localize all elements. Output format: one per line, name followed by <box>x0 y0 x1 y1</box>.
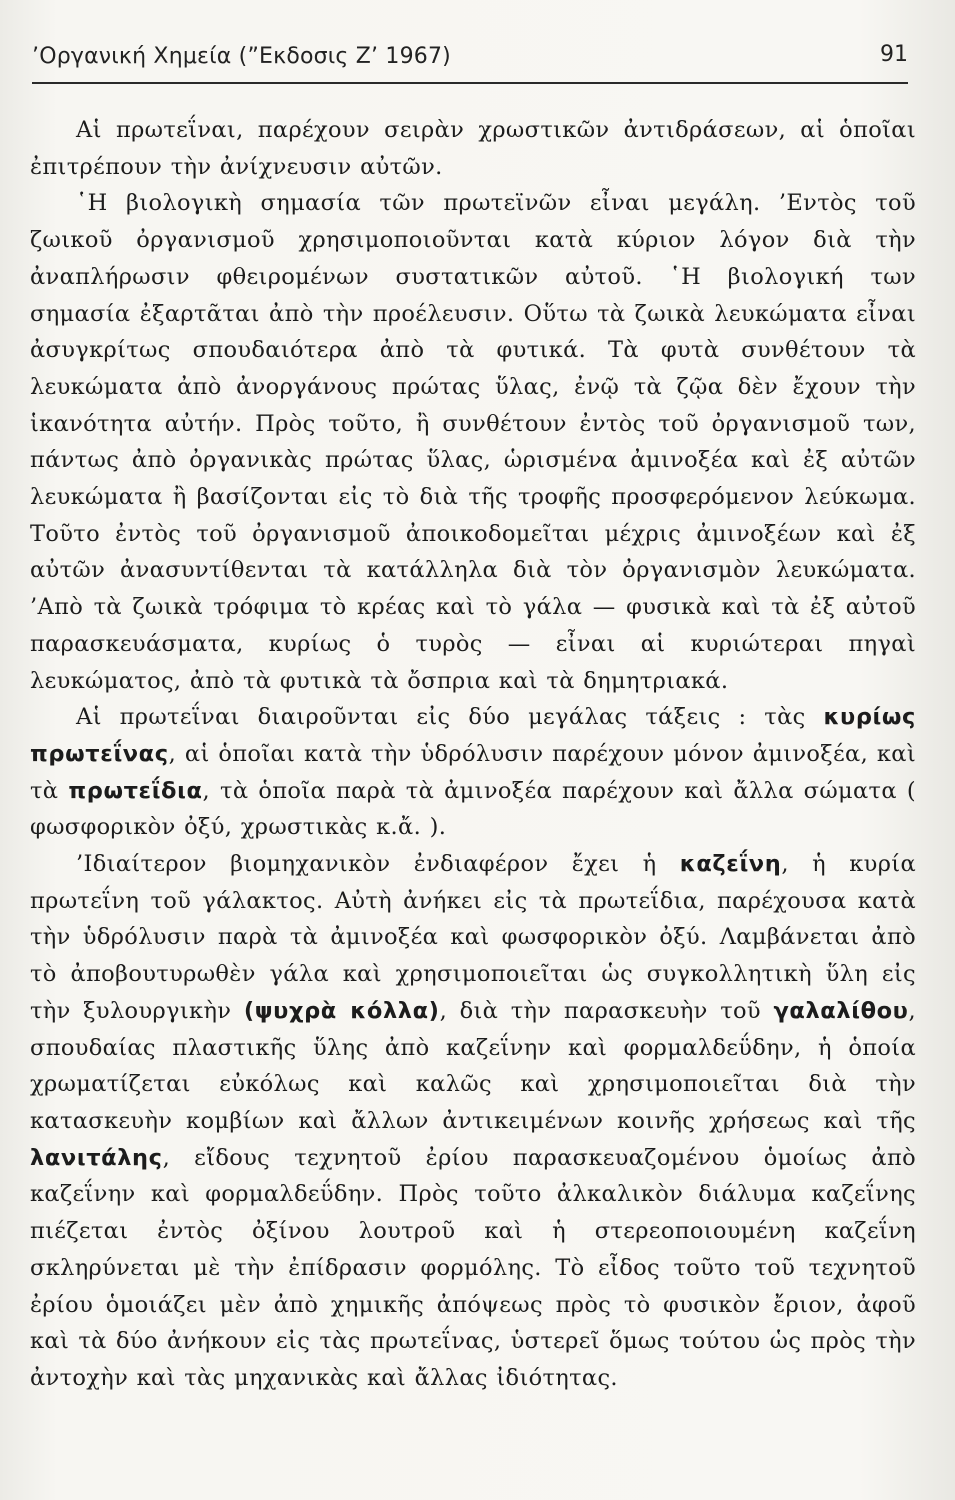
text-run: ’Ιδιαίτερον βιομηχανικὸν ἐνδιαφέρον ἔχει ἡ <box>76 851 680 878</box>
text-run: Αἱ πρωτεΐναι διαιροῦνται εἰς δύο μεγάλας τάξεις : τὰς <box>76 704 824 731</box>
body-text <box>30 112 916 1397</box>
bold-term: γαλαλίθου <box>773 997 909 1024</box>
text-run: , αἱ ὁποῖαι κατὰ τὴν ὑδρόλυσιν παρέχουν μόνον ἀμινοξέα, καὶ τὰ <box>30 740 916 804</box>
bold-term: πρωτεΐδια <box>68 777 203 804</box>
running-header <box>32 40 912 76</box>
paragraph <box>30 699 916 846</box>
header-title: ’Οργανική Χημεία (”Εκδοσις Ζ’ 1967) <box>32 44 451 69</box>
text-run: ῾Η βιολογικὴ σημασία τῶν πρωτεϊνῶν εἶναι μεγάλη. ’Εντὸς τοῦ ζωικοῦ ὀργανισμοῦ χρησιμοποιοῦνται κατὰ κύριον λόγον διὰ τὴν ἀναπλήρωσιν φθειρομένων συστατικῶν αὐτοῦ. ῾Η βιολογική των σημασία ἐξαρτᾶται ἀπὸ τὴν προέλευσιν. Οὕτω τὰ ζωικὰ λευκώματα εἶναι ἀσυγκρίτως σπουδαιότερα ἀπὸ τὰ φυτικά. Τὰ φυτὰ συνθέτουν τὰ λευκώματα ἀπὸ ἀνοργάνους πρώτας ὕλας, ἐνῷ τὰ ζῷα δὲν ἔχουν τὴν ἱκανότητα αὐτήν. Πρὸς τοῦτο, ἢ συνθέτουν ἐντὸς τοῦ ὀργανισμοῦ των, πάντως ἀπὸ ὀργανικὰς πρώτας ὕλας, ὡρισμένα ἀμινοξέα καὶ ἐξ αὐτῶν λευκώματα ἢ βασίζονται εἰς τὸ διὰ τῆς τροφῆς προσφερόμενον λεύκωμα. Τοῦτο ἐντὸς τοῦ ὀργανισμοῦ ἀποικοδομεῖται μέχρις ἀμινοξέων καὶ ἐξ αὐτῶν ἀνασυντίθενται τὰ κατάλληλα διὰ τὸν ὀργανισμὸν λευκώματα. ’Απὸ τὰ ζωικὰ τρόφιμα τὸ κρέας καὶ τὸ γάλα — φυσικὰ καὶ τὰ ἐξ αὐτοῦ παρασκευάσματα, κυρίως ὁ τυρὸς — εἶναι αἱ κυριώτεραι πηγαὶ λευκώματος, ἀπὸ τὰ φυτικὰ τὰ ὄσπρια καὶ τὰ δημητριακά. <box>30 190 916 694</box>
bold-term: κυρίως πρωτεΐνας <box>30 704 916 767</box>
paragraph <box>30 185 916 699</box>
text-run: Αἱ πρωτεΐναι, παρέχουν σειρὰν χρωστικῶν ἀντιδράσεων, αἱ ὁποῖαι ἐπιτρέπουν τὴν ἀνίχνευσιν αὐτῶν. <box>30 117 916 180</box>
text-run: , εἴδους τεχνητοῦ ἐρίου παρασκευαζομένου ὁμοίως ἀπὸ καζεΐνην καὶ φορμαλδεΰδην. Πρὸς τοῦτο ἀλκαλικὸν διάλυμα καζεΐνης πιέζεται ἐντὸς ὀξίνου λουτροῦ καὶ ἡ στερεοποιουμένη καζεΐνη σκληρύνεται μὲ τὴν ἐπίδρασιν φορμόλης. Τὸ εἶδος τοῦτο τοῦ τεχνητοῦ ἐρίου ὁμοιάζει μὲν ἀπὸ χημικῆς ἀπόψεως πρὸς τὸ φυσικὸν ἔριον, ἀφοῦ καὶ τὰ δύο ἀνήκουν εἰς τὰς πρωτεΐνας, ὑστερεῖ ὅμως τούτου ὡς πρὸς τὴν ἀντοχὴν καὶ τὰς μηχανικὰς καὶ ἄλλας ἰδιότητας. <box>30 1144 916 1391</box>
page-number: 91 <box>880 42 908 67</box>
text-run: , διὰ τὴν παρασκευὴν τοῦ <box>439 997 774 1024</box>
bold-term: καζεΐνη <box>679 851 782 878</box>
paragraph <box>30 846 916 1397</box>
bold-term: λανιτάλης <box>30 1144 163 1171</box>
header-rule <box>32 82 908 84</box>
paragraph <box>30 112 916 185</box>
text-run: , ἡ κυρία πρωτεΐνη τοῦ γάλακτος. Αὐτὴ ἀνήκει εἰς τὰ πρωτεΐδια, παρέχουσα κατὰ τὴν ὑδρόλυσιν παρὰ τὰ ἀμινοξέα καὶ φωσφορικὸν ὀξύ. Λαμβάνεται ἀπὸ τὸ ἀποβουτυρωθὲν γάλα καὶ χρησιμοποιεῖται ὡς συγκολλητικὴ ὕλη εἰς τὴν ξυλουργικὴν <box>30 851 916 1024</box>
text-run: , τὰ ὁποῖα παρὰ τὰ ἀμινοξέα παρέχουν καὶ ἄλλα σώματα ( φωσφορικὸν ὀξύ, χρωστικὰς κ.ἄ. ). <box>30 777 917 841</box>
bold-term: (ψυχρὰ κόλλα) <box>243 997 440 1024</box>
text-run: , σπουδαίας πλαστικῆς ὕλης ἀπὸ καζεΐνην καὶ φορμαλδεΰδην, ἡ ὁποία χρωματίζεται εὐκόλως καὶ καλῶς καὶ χρησιμοποιεῖται διὰ τὴν κατασκευὴν κομβίων καὶ ἄλλων ἀντικειμένων κοινῆς χρήσεως καὶ τῆς <box>30 997 916 1134</box>
